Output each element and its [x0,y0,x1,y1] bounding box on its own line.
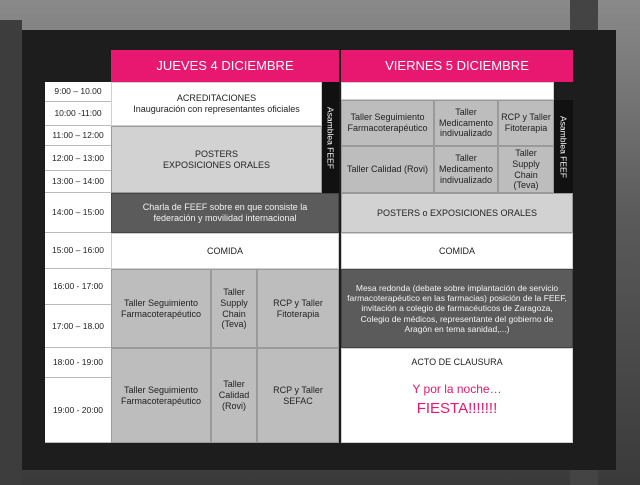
thu-acreditaciones-title: ACREDITACIONES [176,93,257,104]
fri-mesa-redonda: Mesa redonda (debate sobre implantación de servicio farmacoterapéutico en las farmacias) posición de la FEEF, invitación a colegio de farmacéuticos de Zaragoza, Colegio de médicos, representante del gobierno de Aragón en tema sanidad,...) [341,269,573,348]
thu-acreditaciones-sub: Inauguración con representantes oficiales [133,104,300,114]
time-slot: 12:00 – 13:00 [45,146,111,171]
fri-asamblea-label: Asamblea FEEF [558,115,569,178]
time-slot: 11:00 – 12:00 [45,126,111,146]
thu-pm2-rcp: RCP y Taller SEFAC [257,348,339,443]
time-slot: 13:00 – 14:00 [45,171,111,193]
thu-pm2-seguimiento: Taller Seguimiento Farmacoterapéutico [111,348,211,443]
fri-am1-seguimiento: Taller Seguimiento Farmacoterapéutico [341,100,434,146]
thu-charla: Charla de FEEF sobre en que consiste la federación y movilidad internacional [111,193,339,233]
fri-clausura [341,348,573,443]
fri-posters: POSTERS o EXPOSICIONES ORALES [341,193,573,233]
fri-comida: COMIDA [341,233,573,269]
thu-asamblea [322,82,339,193]
time-slot: 18:00 - 19:00 [45,348,111,378]
thu-posters-line2: EXPOSICIONES ORALES [162,159,271,170]
fri-am2-medicamento: Taller Medicamento indivualizado [434,146,498,193]
fri-noche: Y por la noche… [412,381,502,396]
schedule-table [45,50,573,443]
fri-clausura-title: ACTO DE CLAUSURA [411,357,503,367]
fri-fiesta: FIESTA!!!!!!! [416,400,498,418]
fri-am2-supply: Taller Supply Chain (Teva) [498,146,554,193]
thu-posters [111,126,322,193]
time-slot: 17:00 – 18.00 [45,305,111,348]
header-thursday: JUEVES 4 DICIEMBRE [111,50,339,82]
time-slot: 9:00 – 10.00 [45,82,111,102]
thu-comida: COMIDA [111,233,339,269]
background-tower-left [0,20,22,485]
fri-am1-rcp: RCP y Taller Fitoterapia [498,100,554,146]
thu-posters-line1: POSTERS [194,148,238,159]
thu-acreditaciones [111,82,322,126]
thu-pm1-seguimiento: Taller Seguimiento Farmacoterapéutico [111,269,211,348]
fri-top-blank [341,82,554,100]
time-slot: 19:00 - 20:00 [45,378,111,443]
thu-pm1-supply: Taller Supply Chain (Teva) [211,269,257,348]
time-slot: 10:00 -11:00 [45,102,111,126]
thu-asamblea-label: Asamblea FEEF [325,106,336,169]
fri-asamblea [554,100,573,193]
thu-pm2-calidad: Taller Calidad (Rovi) [211,348,257,443]
fri-am2-calidad: Taller Calidad (Rovi) [341,146,434,193]
thu-pm1-rcp: RCP y Taller Fitoterapia [257,269,339,348]
time-slot: 15:00 – 16:00 [45,233,111,269]
header-friday: VIERNES 5 DICIEMBRE [341,50,573,82]
fri-am1-medicamento: Taller Medicamento indivualizado [434,100,498,146]
time-slot: 16:00 - 17:00 [45,269,111,305]
time-slot: 14:00 – 15:00 [45,193,111,233]
